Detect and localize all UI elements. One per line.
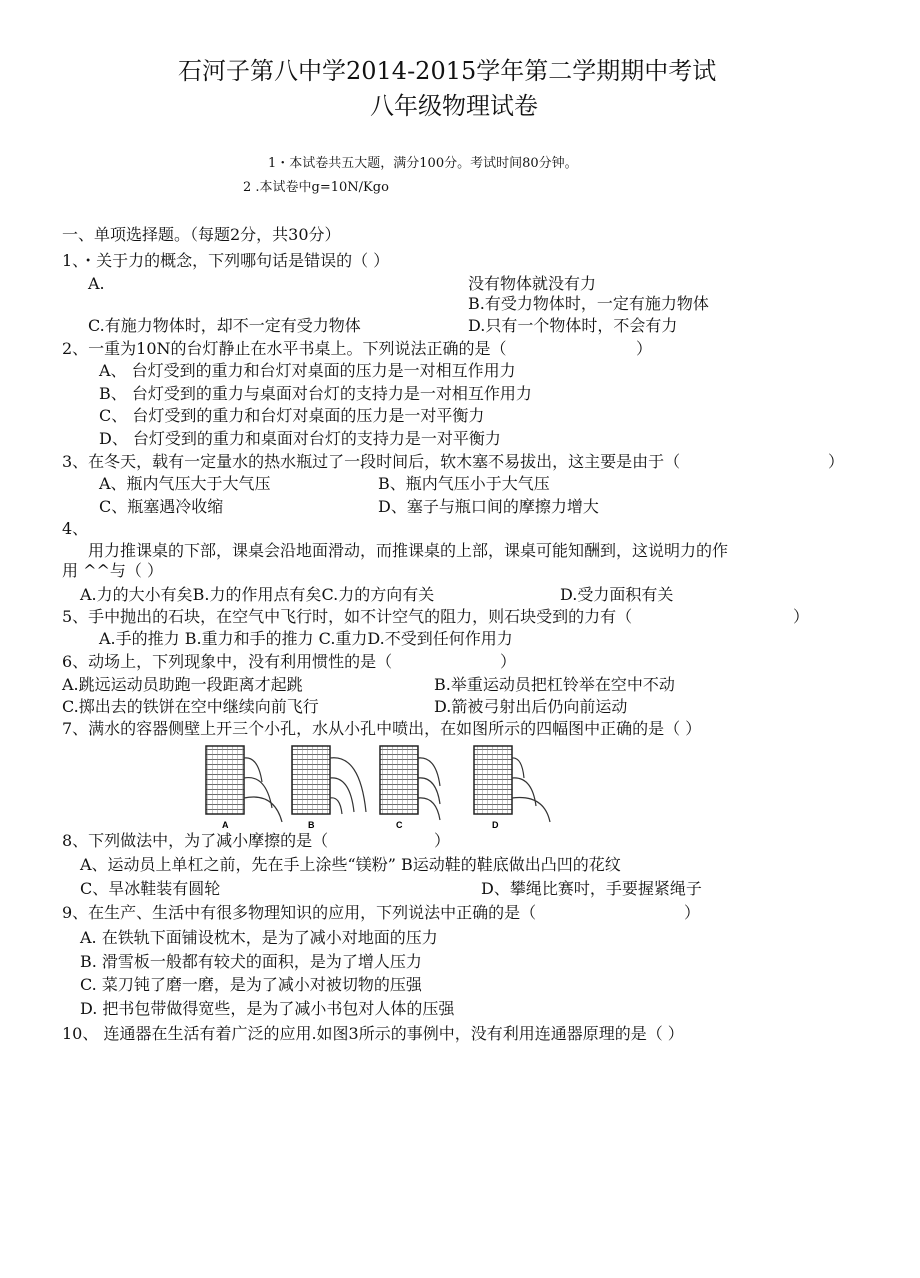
q5-stem: 5、手中抛出的石块，在空气中飞行时，如不计空气的阻力，则石块受到的力有（ (62, 607, 633, 626)
q4-stem-line2: 用 ^^与（ ） (62, 561, 163, 580)
figure-label-a: A (222, 820, 229, 830)
q3-option-a: A、瓶内气压大于大气压 (99, 474, 271, 493)
figure-option-c (380, 746, 440, 820)
exam-subtitle: 八年级物理试卷 (370, 92, 538, 120)
q6-option-a: A.跳远运动员助跑一段距离才起跳 (62, 675, 303, 694)
q1-option-b: B.有受力物体时，一定有施力物体 (468, 294, 709, 313)
q2-option-b: B、 台灯受到的重力与桌面对台灯的支持力是一对相互作用力 (99, 384, 532, 403)
instruction-2: 2 .本试卷中g=10N/Kgo (243, 180, 389, 195)
q2-stem: 2、一重为10N的台灯静止在水平书桌上。下列说法正确的是（ (62, 339, 507, 358)
instruction-1: 1・本试卷共五大题，满分100分。考试时间80分钟。 (268, 156, 578, 171)
q2-option-d: D、 台灯受到的重力和桌面对台灯的支持力是一对平衡力 (99, 429, 501, 448)
q1-stem: 1、・关于力的概念，下列哪句话是错误的（ ） (62, 251, 390, 270)
q2-stem-end: ） (636, 339, 653, 358)
q8-stem-end: ） (434, 831, 451, 850)
q4-option-d: D.受力面积有关 (560, 585, 674, 604)
q8-option-c: C、旱冰鞋装有圆轮 (80, 879, 221, 898)
q6-stem-end: ） (500, 652, 517, 671)
section-heading: 一、单项选择题。（每题2分，共30分） (62, 225, 341, 244)
q9-option-a: A. 在铁轨下面铺设枕木，是为了减小对地面的压力 (80, 928, 438, 947)
q1-option-a-label: A. (88, 274, 105, 293)
q9-option-c: C. 菜刀钝了磨一磨，是为了减小对被切物的压强 (80, 975, 422, 994)
q4-options-abc: A.力的大小有矣B.力的作用点有矣C.力的方向有关 (80, 585, 435, 604)
figure-option-d (474, 746, 550, 822)
q5-options: A.手的推力 B.重力和手的推力 C.重力D.不受到任何作用力 (99, 629, 513, 648)
q6-stem: 6、动场上，下列现象中，没有利用惯性的是（ (62, 652, 393, 671)
q2-option-c: C、 台灯受到的重力和台灯对桌面的压力是一对平衡力 (99, 406, 485, 425)
q4-stem-line1: 用力推课桌的下部，课桌会沿地面滑动，而推课桌的上部，课桌可能知酬到，这说明力的作 (88, 541, 729, 560)
q10-stem: 10、 连通器在生活有着广泛的应用.如图3所示的事例中，没有利用连通器原理的是（ ） (62, 1024, 684, 1043)
q1-option-d: D.只有一个物体时，不会有力 (468, 316, 678, 335)
q8-stem: 8、下列做法中，为了减小摩擦的是（ (62, 831, 329, 850)
q3-stem-end: ） (828, 452, 845, 471)
q3-stem: 3、在冬天，载有一定量水的热水瓶过了一段时间后，软木塞不易拔出，这主要是由于（ (62, 452, 681, 471)
q9-stem: 9、在生产、生活中有很多物理知识的应用，下列说法中正确的是（ (62, 903, 537, 922)
figure-label-d: D (492, 820, 499, 830)
q7-stem: 7、满水的容器侧壁上开三个小孔，水从小孔中喷出，在如图所示的四幅图中正确的是（ ） (62, 719, 702, 738)
q8-options-ab: A、运动员上单杠之前，先在手上涂些“镁粉” B运动鞋的鞋底做出凸凹的花纹 (80, 855, 621, 874)
q3-option-c: C、瓶塞遇冷收缩 (99, 497, 224, 516)
q3-option-b: B、瓶内气压小于大气压 (378, 474, 550, 493)
figure-option-b (292, 746, 366, 814)
water-jet-figure (200, 742, 560, 830)
q1-option-a-text: 没有物体就没有力 (468, 274, 597, 293)
q9-option-b: B. 滑雪板一般都有较犬的面积，是为了增人压力 (80, 952, 422, 971)
exam-title: 石河子第八中学2014-2015学年第二学期期中考试 (178, 57, 717, 85)
q6-option-c: C.掷出去的铁饼在空中继续向前飞行 (62, 697, 319, 716)
q6-option-d: D.箭被弓射出后仍向前运动 (434, 697, 628, 716)
q2-option-a: A、 台灯受到的重力和台灯对桌面的压力是一对相互作用力 (99, 361, 516, 380)
q9-stem-end: ） (684, 903, 701, 922)
figure-label-b: B (308, 820, 315, 830)
q1-option-c: C.有施力物体时，却不一定有受力物体 (88, 316, 361, 335)
q4-number: 4、 (62, 519, 89, 538)
q3-option-d: D、塞子与瓶口间的摩擦力增大 (378, 497, 599, 516)
q8-option-d: D、攀绳比赛吋，手要握紧绳子 (481, 879, 702, 898)
q9-option-d: D. 把书包带做得宽些，是为了减小书包对人体的压强 (80, 999, 455, 1018)
figure-label-c: C (396, 820, 403, 830)
q6-option-b: B.举重运动员把杠铃举在空中不动 (434, 675, 675, 694)
figure-option-a (206, 746, 282, 822)
q5-stem-end: ） (793, 607, 810, 626)
